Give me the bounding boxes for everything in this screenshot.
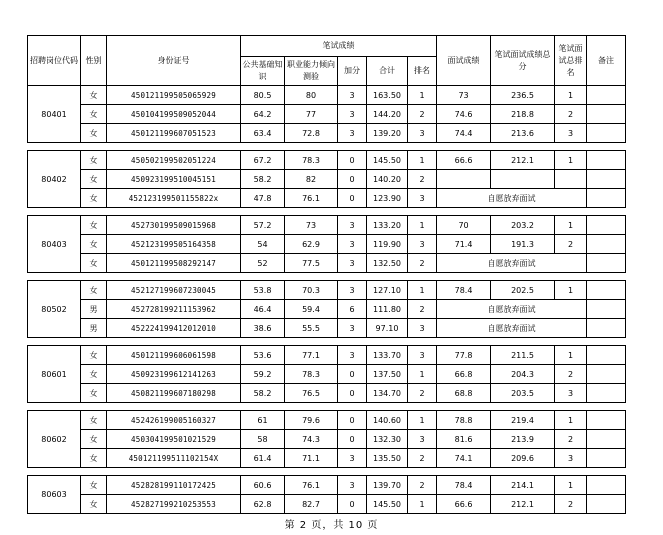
- bonus-cell: 0: [338, 384, 367, 403]
- public-basics-cell: 47.8: [241, 189, 285, 208]
- spacer-cell: [28, 338, 626, 346]
- public-basics-cell: 53.6: [241, 346, 285, 365]
- combined-score-cell: [491, 170, 555, 189]
- vocational-cell: 82.7: [285, 495, 338, 514]
- vocational-cell: 74.3: [285, 430, 338, 449]
- table-row: [28, 319, 626, 338]
- absent-interview-cell: 自愿放弃面试: [437, 319, 587, 338]
- vocational-cell: 77.5: [285, 254, 338, 273]
- id-number-cell: 450121199505065929: [107, 86, 241, 105]
- score-sheet: [27, 35, 627, 514]
- rank-cell: 2: [408, 254, 437, 273]
- remark-cell: [587, 189, 626, 208]
- total-cell: 145.50: [367, 151, 408, 170]
- remark-cell: [587, 300, 626, 319]
- table-row: [28, 411, 626, 430]
- combined-score-cell: 204.3: [491, 365, 555, 384]
- group-spacer: [28, 338, 626, 346]
- interview-cell: 70: [437, 216, 491, 235]
- combined-score-cell: 212.1: [491, 151, 555, 170]
- combined-score-cell: 213.6: [491, 124, 555, 143]
- total-cell: 139.70: [367, 476, 408, 495]
- table-row: [28, 189, 626, 208]
- total-cell: 134.70: [367, 384, 408, 403]
- vocational-cell: 78.3: [285, 151, 338, 170]
- total-cell: 140.20: [367, 170, 408, 189]
- gender-cell: 女: [81, 281, 107, 300]
- id-number-cell: 452224199412012010: [107, 319, 241, 338]
- public-basics-cell: 38.6: [241, 319, 285, 338]
- total-cell: 140.60: [367, 411, 408, 430]
- id-number-cell: 450121199508292147: [107, 254, 241, 273]
- position-code-cell: 80403: [28, 216, 81, 273]
- gender-cell: 男: [81, 319, 107, 338]
- gender-cell: 女: [81, 124, 107, 143]
- total-cell: 133.20: [367, 216, 408, 235]
- combined-score-cell: 212.1: [491, 495, 555, 514]
- gender-cell: 女: [81, 384, 107, 403]
- table-row: [28, 300, 626, 319]
- spacer-cell: [28, 403, 626, 411]
- group-spacer: [28, 403, 626, 411]
- absent-interview-cell: 自愿放弃面试: [437, 189, 587, 208]
- total-cell: 139.20: [367, 124, 408, 143]
- bonus-cell: 0: [338, 365, 367, 384]
- bonus-cell: 3: [338, 235, 367, 254]
- id-number-cell: 452426199005160327: [107, 411, 241, 430]
- public-basics-cell: 64.2: [241, 105, 285, 124]
- combined-rank-cell: 2: [555, 495, 587, 514]
- rank-cell: 2: [408, 449, 437, 468]
- combined-score-cell: 218.8: [491, 105, 555, 124]
- table-row: [28, 430, 626, 449]
- total-cell: 123.90: [367, 189, 408, 208]
- public-basics-cell: 67.2: [241, 151, 285, 170]
- combined-rank-cell: 1: [555, 281, 587, 300]
- public-basics-cell: 52: [241, 254, 285, 273]
- combined-score-cell: 236.5: [491, 86, 555, 105]
- rank-cell: 1: [408, 281, 437, 300]
- total-cell: 133.70: [367, 346, 408, 365]
- rank-cell: 1: [408, 216, 437, 235]
- public-basics-cell: 61: [241, 411, 285, 430]
- absent-interview-cell: 自愿放弃面试: [437, 300, 587, 319]
- vocational-cell: 73: [285, 216, 338, 235]
- table-row: [28, 216, 626, 235]
- gender-cell: 女: [81, 216, 107, 235]
- id-number-cell: 452127199607230045: [107, 281, 241, 300]
- vocational-cell: 71.1: [285, 449, 338, 468]
- rank-cell: 3: [408, 346, 437, 365]
- gender-cell: 女: [81, 151, 107, 170]
- interview-cell: 66.6: [437, 495, 491, 514]
- position-code-cell: 80402: [28, 151, 81, 208]
- rank-cell: 2: [408, 300, 437, 319]
- bonus-cell: 3: [338, 346, 367, 365]
- public-basics-cell: 46.4: [241, 300, 285, 319]
- remark-cell: [587, 254, 626, 273]
- group-spacer: [28, 273, 626, 281]
- table-row: [28, 254, 626, 273]
- bonus-cell: 0: [338, 495, 367, 514]
- bonus-cell: 0: [338, 151, 367, 170]
- remark-cell: [587, 495, 626, 514]
- remark-cell: [587, 281, 626, 300]
- table-row: [28, 124, 626, 143]
- combined-rank-cell: 2: [555, 235, 587, 254]
- id-number-cell: 450304199501021529: [107, 430, 241, 449]
- interview-cell: 78.4: [437, 476, 491, 495]
- header-remark: 备注: [587, 36, 626, 86]
- vocational-cell: 77: [285, 105, 338, 124]
- spacer-cell: [28, 143, 626, 151]
- combined-score-cell: 202.5: [491, 281, 555, 300]
- public-basics-cell: 58.2: [241, 384, 285, 403]
- table-row: [28, 105, 626, 124]
- rank-cell: 2: [408, 105, 437, 124]
- header-position-code: 招聘岗位代码: [28, 36, 81, 86]
- remark-cell: [587, 476, 626, 495]
- gender-cell: 女: [81, 235, 107, 254]
- interview-cell: 77.8: [437, 346, 491, 365]
- interview-cell: 73: [437, 86, 491, 105]
- id-number-cell: 450104199509052044: [107, 105, 241, 124]
- id-number-cell: 450923199510045151: [107, 170, 241, 189]
- rank-cell: 1: [408, 86, 437, 105]
- header-written-score: 笔试成绩: [241, 36, 437, 57]
- vocational-cell: 79.6: [285, 411, 338, 430]
- bonus-cell: 3: [338, 254, 367, 273]
- table-row: [28, 346, 626, 365]
- interview-cell: [437, 170, 491, 189]
- public-basics-cell: 58: [241, 430, 285, 449]
- combined-score-cell: 209.6: [491, 449, 555, 468]
- gender-cell: 女: [81, 495, 107, 514]
- header-combined-score: 笔试面试成绩总分: [491, 36, 555, 86]
- table-row: [28, 365, 626, 384]
- total-cell: 145.50: [367, 495, 408, 514]
- public-basics-cell: 54: [241, 235, 285, 254]
- bonus-cell: 3: [338, 216, 367, 235]
- bonus-cell: 3: [338, 124, 367, 143]
- remark-cell: [587, 411, 626, 430]
- group-spacer: [28, 143, 626, 151]
- remark-cell: [587, 151, 626, 170]
- combined-rank-cell: 1: [555, 216, 587, 235]
- vocational-cell: 72.8: [285, 124, 338, 143]
- group-spacer: [28, 208, 626, 216]
- vocational-cell: 78.3: [285, 365, 338, 384]
- header-bonus: 加分: [338, 57, 367, 86]
- header-interview-score: 面试成绩: [437, 36, 491, 86]
- gender-cell: 女: [81, 170, 107, 189]
- table-row: [28, 449, 626, 468]
- gender-cell: 女: [81, 365, 107, 384]
- bonus-cell: 3: [338, 449, 367, 468]
- combined-rank-cell: 1: [555, 476, 587, 495]
- rank-cell: 3: [408, 319, 437, 338]
- public-basics-cell: 60.6: [241, 476, 285, 495]
- total-cell: 132.50: [367, 254, 408, 273]
- gender-cell: 女: [81, 476, 107, 495]
- remark-cell: [587, 105, 626, 124]
- group-spacer: [28, 468, 626, 476]
- gender-cell: 女: [81, 430, 107, 449]
- gender-cell: 女: [81, 346, 107, 365]
- vocational-cell: 59.4: [285, 300, 338, 319]
- rank-cell: 3: [408, 124, 437, 143]
- vocational-cell: 76.5: [285, 384, 338, 403]
- position-code-cell: 80502: [28, 281, 81, 338]
- id-number-cell: 450821199607180298: [107, 384, 241, 403]
- interview-cell: 81.6: [437, 430, 491, 449]
- table-row: [28, 476, 626, 495]
- gender-cell: 女: [81, 86, 107, 105]
- combined-score-cell: 191.3: [491, 235, 555, 254]
- rank-cell: 1: [408, 151, 437, 170]
- combined-rank-cell: 1: [555, 86, 587, 105]
- header-combined-rank: 笔试面试总排名: [555, 36, 587, 86]
- total-cell: 135.50: [367, 449, 408, 468]
- bonus-cell: 3: [338, 86, 367, 105]
- total-cell: 144.20: [367, 105, 408, 124]
- bonus-cell: 3: [338, 476, 367, 495]
- id-number-cell: 452123199505164358: [107, 235, 241, 254]
- page-footer: 第 2 页，共 10 页: [284, 520, 379, 531]
- combined-score-cell: 214.1: [491, 476, 555, 495]
- combined-score-cell: 203.5: [491, 384, 555, 403]
- gender-cell: 女: [81, 189, 107, 208]
- remark-cell: [587, 384, 626, 403]
- interview-cell: 74.4: [437, 124, 491, 143]
- public-basics-cell: 58.2: [241, 170, 285, 189]
- vocational-cell: 55.5: [285, 319, 338, 338]
- id-number-cell: 452123199501155822x: [107, 189, 241, 208]
- total-cell: 119.90: [367, 235, 408, 254]
- combined-rank-cell: [555, 170, 587, 189]
- position-code-cell: 80401: [28, 86, 81, 143]
- interview-cell: 71.4: [437, 235, 491, 254]
- interview-cell: 68.8: [437, 384, 491, 403]
- total-cell: 97.10: [367, 319, 408, 338]
- score-table: [27, 35, 626, 514]
- id-number-cell: 452730199509015968: [107, 216, 241, 235]
- vocational-cell: 80: [285, 86, 338, 105]
- id-number-cell: 450121199511102154X: [107, 449, 241, 468]
- combined-score-cell: 203.2: [491, 216, 555, 235]
- bonus-cell: 0: [338, 411, 367, 430]
- public-basics-cell: 53.8: [241, 281, 285, 300]
- score-rows: [28, 86, 626, 514]
- combined-rank-cell: 1: [555, 411, 587, 430]
- combined-rank-cell: 2: [555, 430, 587, 449]
- bonus-cell: 0: [338, 430, 367, 449]
- interview-cell: 78.4: [437, 281, 491, 300]
- gender-cell: 女: [81, 105, 107, 124]
- remark-cell: [587, 216, 626, 235]
- total-cell: 127.10: [367, 281, 408, 300]
- combined-rank-cell: 1: [555, 346, 587, 365]
- rank-cell: 1: [408, 411, 437, 430]
- gender-cell: 女: [81, 449, 107, 468]
- absent-interview-cell: 自愿放弃面试: [437, 254, 587, 273]
- vocational-cell: 76.1: [285, 189, 338, 208]
- rank-cell: 3: [408, 235, 437, 254]
- bonus-cell: 0: [338, 170, 367, 189]
- gender-cell: 男: [81, 300, 107, 319]
- position-code-cell: 80601: [28, 346, 81, 403]
- rank-cell: 2: [408, 170, 437, 189]
- id-number-cell: 450121199607051523: [107, 124, 241, 143]
- remark-cell: [587, 86, 626, 105]
- public-basics-cell: 80.5: [241, 86, 285, 105]
- table-row: [28, 495, 626, 514]
- rank-cell: 1: [408, 365, 437, 384]
- remark-cell: [587, 365, 626, 384]
- combined-rank-cell: 2: [555, 365, 587, 384]
- header-total: 合计: [367, 57, 408, 86]
- id-number-cell: 452827199210253553: [107, 495, 241, 514]
- public-basics-cell: 62.8: [241, 495, 285, 514]
- remark-cell: [587, 430, 626, 449]
- vocational-cell: 70.3: [285, 281, 338, 300]
- position-code-cell: 80602: [28, 411, 81, 468]
- bonus-cell: 6: [338, 300, 367, 319]
- id-number-cell: 450923199612141263: [107, 365, 241, 384]
- interview-cell: 66.6: [437, 151, 491, 170]
- rank-cell: 3: [408, 430, 437, 449]
- table-row: [28, 281, 626, 300]
- id-number-cell: 452828199110172425: [107, 476, 241, 495]
- vocational-cell: 77.1: [285, 346, 338, 365]
- public-basics-cell: 59.2: [241, 365, 285, 384]
- table-row: [28, 86, 626, 105]
- combined-rank-cell: 3: [555, 449, 587, 468]
- remark-cell: [587, 124, 626, 143]
- remark-cell: [587, 235, 626, 254]
- spacer-cell: [28, 273, 626, 281]
- total-cell: 163.50: [367, 86, 408, 105]
- id-number-cell: 450502199502051224: [107, 151, 241, 170]
- rank-cell: 3: [408, 189, 437, 208]
- rank-cell: 2: [408, 384, 437, 403]
- public-basics-cell: 61.4: [241, 449, 285, 468]
- gender-cell: 女: [81, 254, 107, 273]
- combined-score-cell: 211.5: [491, 346, 555, 365]
- interview-cell: 78.8: [437, 411, 491, 430]
- rank-cell: 2: [408, 476, 437, 495]
- table-row: [28, 235, 626, 254]
- interview-cell: 66.8: [437, 365, 491, 384]
- total-cell: 132.30: [367, 430, 408, 449]
- bonus-cell: 3: [338, 281, 367, 300]
- spacer-cell: [28, 208, 626, 216]
- bonus-cell: 0: [338, 189, 367, 208]
- header-gender: 性别: [81, 36, 107, 86]
- vocational-cell: 62.9: [285, 235, 338, 254]
- gender-cell: 女: [81, 411, 107, 430]
- interview-cell: 74.1: [437, 449, 491, 468]
- total-cell: 111.80: [367, 300, 408, 319]
- combined-rank-cell: 2: [555, 105, 587, 124]
- spacer-cell: [28, 468, 626, 476]
- combined-score-cell: 213.9: [491, 430, 555, 449]
- total-cell: 137.50: [367, 365, 408, 384]
- vocational-cell: 82: [285, 170, 338, 189]
- bonus-cell: 3: [338, 319, 367, 338]
- vocational-cell: 76.1: [285, 476, 338, 495]
- header-id-number: 身份证号: [107, 36, 241, 86]
- interview-cell: 74.6: [437, 105, 491, 124]
- public-basics-cell: 57.2: [241, 216, 285, 235]
- header-public-basics: 公共基础知识: [241, 57, 285, 86]
- table-row: [28, 151, 626, 170]
- header-vocational: 职业能力倾向测验: [285, 57, 338, 86]
- rank-cell: 1: [408, 495, 437, 514]
- remark-cell: [587, 346, 626, 365]
- header-rank: 排名: [408, 57, 437, 86]
- remark-cell: [587, 319, 626, 338]
- id-number-cell: 452728199211153962: [107, 300, 241, 319]
- combined-rank-cell: 3: [555, 124, 587, 143]
- table-row: [28, 384, 626, 403]
- id-number-cell: 450121199606061598: [107, 346, 241, 365]
- position-code-cell: 80603: [28, 476, 81, 514]
- public-basics-cell: 63.4: [241, 124, 285, 143]
- table-row: [28, 170, 626, 189]
- remark-cell: [587, 170, 626, 189]
- remark-cell: [587, 449, 626, 468]
- combined-rank-cell: 1: [555, 151, 587, 170]
- bonus-cell: 3: [338, 105, 367, 124]
- combined-rank-cell: 3: [555, 384, 587, 403]
- combined-score-cell: 219.4: [491, 411, 555, 430]
